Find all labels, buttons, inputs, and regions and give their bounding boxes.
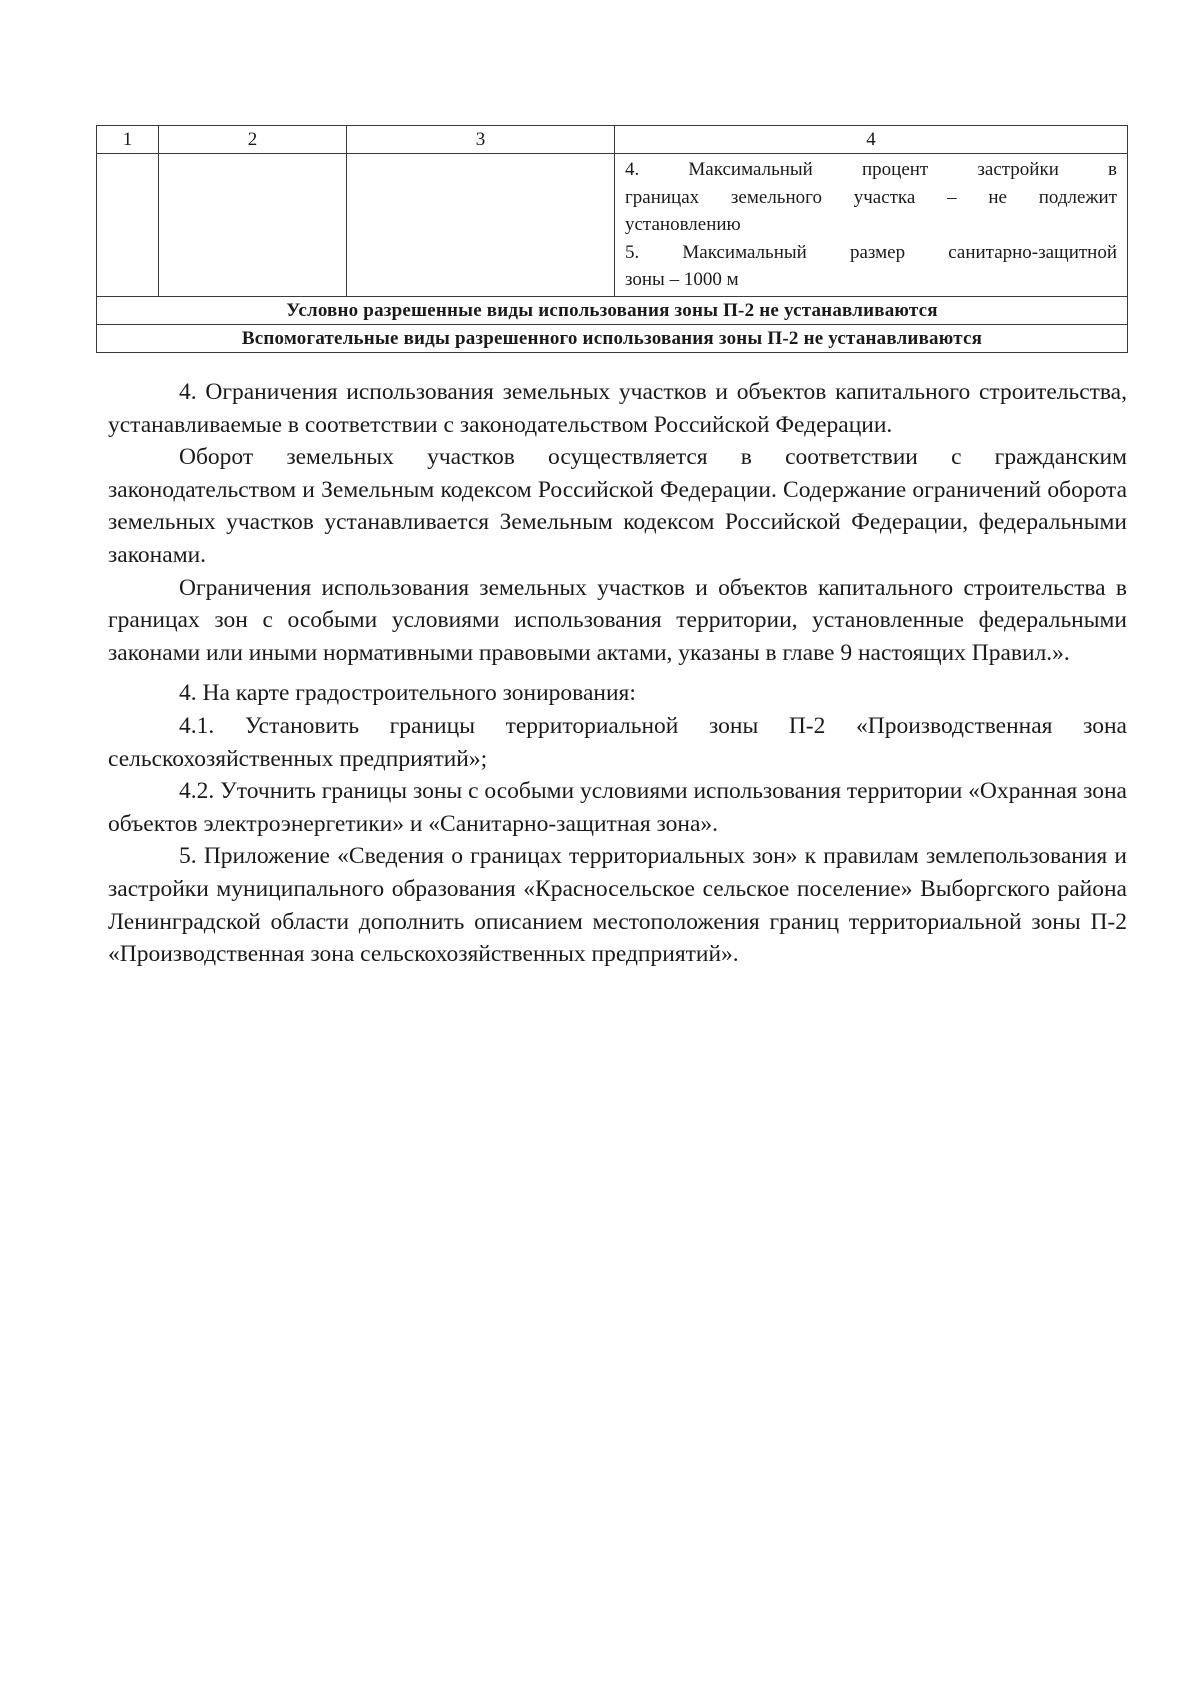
requirements-line: установлению <box>625 214 741 235</box>
document-body <box>108 376 1127 971</box>
paragraph-zoning-map: 4. На карте градостроительного зонирования: <box>179 680 636 707</box>
column-number-3: 3 <box>347 126 615 154</box>
auxiliary-uses-row <box>97 324 1128 352</box>
table-cell-empty-1 <box>97 154 159 297</box>
paragraph-set-boundaries: 4.1. Установить границы территориальной зоны П-2 «Производственная зона сельскохозяйственных предприятий»; <box>108 712 1127 772</box>
paragraph-land-turnover: Оборот земельных участков осуществляется в соответствии с гражданским законодательством и Земельным кодексом Российской Федерации. Содержание ограничений оборота земельных участков устанавливается Земельным кодексом Российской Федерации, федеральными законами. <box>108 444 1127 568</box>
column-number-2: 2 <box>159 126 347 154</box>
table-cell-empty-3 <box>347 154 615 297</box>
auxiliary-uses-text: Вспомогательные виды разрешенного использования зоны П-2 не устанавливаются <box>97 324 1128 352</box>
paragraph-refine-boundaries: 4.2. Уточнить границы зоны с особыми условиями использования территории «Охранная зона объектов электроэнергетики» и «Санитарно-защитная зона». <box>108 778 1127 837</box>
regulations-table <box>96 125 1128 353</box>
table-column-numbers-row <box>97 126 1128 154</box>
paragraph-restrictions: 4. Ограничения использования земельных участков и объектов капитального строительства, устанавливаемые в соответствии с законодательством Российской Федерации. <box>108 379 1127 438</box>
column-number-4: 4 <box>615 126 1128 154</box>
paragraph-zone-restrictions: Ограничения использования земельных участков и объектов капитального строительства в границах зон с особыми условиями использования территории, установленные федеральными законами или иными нормативными правовыми актами, указаны в главе 9 настоящих Правил.». <box>108 574 1127 666</box>
conditional-uses-text: Условно разрешенные виды использования зоны П-2 не устанавливаются <box>97 296 1128 324</box>
column-number-1: 1 <box>97 126 159 154</box>
requirements-line: 5. Максимальный размер санитарно-защитной <box>625 241 1117 263</box>
requirements-cell <box>615 154 1128 297</box>
requirements-line: границах земельного участка – не подлежит <box>625 186 1117 208</box>
table-row <box>97 154 1128 297</box>
requirements-line: зоны – 1000 м <box>625 269 739 290</box>
requirements-line: 4. Максимальный процент застройки в <box>625 159 1117 180</box>
table-cell-empty-2 <box>159 154 347 297</box>
conditional-uses-row <box>97 296 1128 324</box>
paragraph-appendix: 5. Приложение «Сведения о границах территориальных зон» к правилам землепользования и застройки муниципального образования «Красносельское сельское поселение» Выборгского района Ленинградской области дополнить описанием местоположения границ территориальной зоны П-2 «Производственная зона сельскохозяйственных предприятий». <box>108 843 1127 968</box>
